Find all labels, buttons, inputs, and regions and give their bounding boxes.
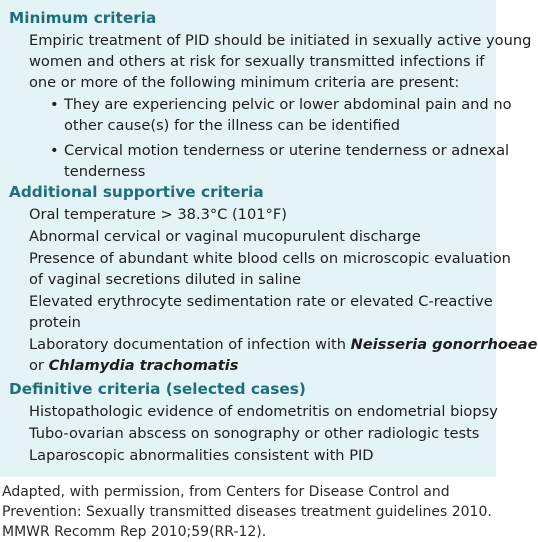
additional-criteria-line: Elevated erythrocyte sedimentation rate or elevated C-reactive [29,293,493,310]
minimum-intro-line: one or more of the following minimum criteria are present: [29,74,460,91]
additional-criteria-line: Abnormal cervical or vaginal mucopurulent discharge [29,228,421,245]
minimum-intro-line: women and others at risk for sexually transmitted infections if [29,53,485,70]
organism-chlamydia: Chlamydia trachomatis [48,357,239,374]
additional-criteria-line: Oral temperature > 38.3°C (101°F) [29,206,287,223]
source-footnote-line: MMWR Recomm Rep 2010;59(RR-12). [2,524,267,540]
bullet-marker: • [50,142,59,159]
definitive-criteria-line: Laparoscopic abnormalities consistent with PID [29,447,374,464]
source-footnote-line: Prevention: Sexually transmitted diseases treatment guidelines 2010. [2,504,492,520]
additional-criteria-line [29,335,538,355]
definitive-criteria-heading: Definitive criteria (selected cases) [9,380,306,398]
minimum-bullet-line: tenderness [64,163,146,180]
minimum-bullet-line: They are experiencing pelvic or lower abdominal pain and no [64,96,512,113]
additional-criteria-line: protein [29,314,81,331]
definitive-criteria-line: Histopathologic evidence of endometritis on endometrial biopsy [29,403,498,420]
or-text: or [29,357,44,374]
minimum-bullet-line: Cervical motion tenderness or uterine tenderness or adnexal [64,142,510,159]
organism-neisseria: Neisseria gonorrhoeae [350,336,538,353]
additional-criteria-line: Presence of abundant white blood cells on microscopic evaluation [29,250,511,267]
definitive-criteria-line: Tubo-ovarian abscess on sonography or other radiologic tests [29,425,480,442]
source-footnote-line: Adapted, with permission, from Centers for Disease Control and [2,484,450,500]
additional-criteria-line: of vaginal secretions diluted in saline [29,271,302,288]
minimum-intro-line: Empiric treatment of PID should be initiated in sexually active young [29,32,532,49]
lab-documentation-text: Laboratory documentation of infection with [29,336,347,353]
additional-criteria-line [29,356,238,376]
additional-criteria-heading: Additional supportive criteria [9,183,264,201]
minimum-bullet-line: other cause(s) for the illness can be identified [64,117,400,134]
bullet-marker: • [50,96,59,113]
minimum-criteria-heading: Minimum criteria [9,9,157,27]
